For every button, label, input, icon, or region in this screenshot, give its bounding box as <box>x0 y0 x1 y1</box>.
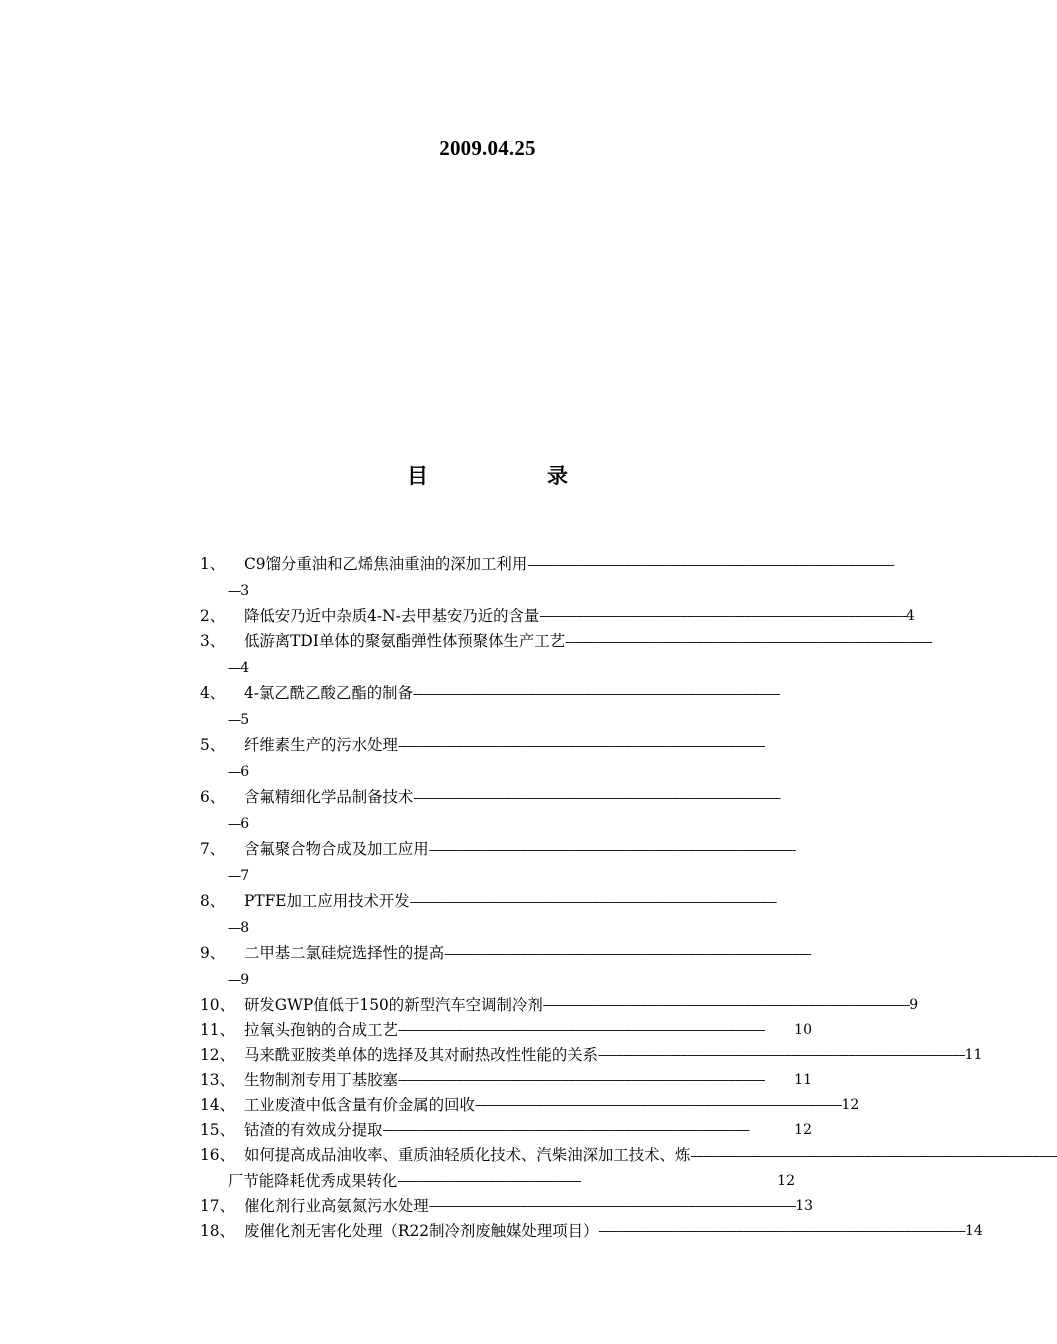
toc-entry-title: 钴渣的有效成分提取 <box>244 1121 383 1139</box>
dot-leader: ------------------------------------------------------------------------------------------------------------------------ <box>598 1048 965 1062</box>
toc-entry-page: 10 <box>794 1022 812 1038</box>
toc-entry-number: 14、 <box>200 1096 235 1114</box>
toc-entry-page: 5 <box>240 712 250 728</box>
toc-entry[interactable] <box>200 1068 812 1093</box>
toc-entry-number: 2、 <box>200 607 226 625</box>
toc-entry[interactable] <box>200 1093 860 1118</box>
dot-leader: ------------------------------------------------------------ <box>397 1174 581 1188</box>
toc-entry[interactable] <box>200 1043 983 1068</box>
toc-entry[interactable] <box>200 604 915 629</box>
dot-leader: ---- <box>228 584 241 598</box>
dot-leader: ------------------------------------------------------------------------------------------------------------------------ <box>527 558 894 572</box>
toc-entry-page: 12 <box>841 1097 860 1113</box>
dot-leader: ------------------------------------------------------------------------------------------------------------------------ <box>409 895 777 909</box>
toc-entry-number: 12、 <box>200 1046 235 1064</box>
dot-leader: ------------------------------------------------------------------------------------------------------------------------ <box>428 1199 796 1213</box>
table-of-contents <box>200 552 1057 1244</box>
toc-heading-right: 录 <box>547 464 568 488</box>
toc-entry-title: 含氟聚合物合成及加工应用 <box>244 840 429 858</box>
toc-entry-page: 12 <box>794 1122 812 1138</box>
dot-leader: ------------------------------------------------------------------------------------------------------------------------ <box>565 635 932 649</box>
toc-entry[interactable] <box>200 1143 1057 1194</box>
toc-entry-title: 废催化剂无害化处理（R22制冷剂废触媒处理项目） <box>244 1222 599 1240</box>
dot-leader: ---- <box>228 817 241 831</box>
toc-entry[interactable] <box>200 733 812 785</box>
toc-entry-number: 7、 <box>200 840 226 858</box>
toc-entry[interactable] <box>200 889 812 941</box>
toc-entry-page: 4 <box>240 660 250 676</box>
toc-entry-title: 如何提高成品油收率、重质油轻质化技术、汽柴油深加工技术、炼 <box>244 1146 691 1164</box>
toc-entry-number: 9、 <box>200 944 226 962</box>
toc-entry-number: 3、 <box>200 632 226 650</box>
dot-leader: ---- <box>228 921 241 935</box>
toc-entry-title: 降低安乃近中杂质4-N-去甲基安乃近的含量 <box>244 607 540 625</box>
toc-entry-number: 18、 <box>200 1222 235 1240</box>
toc-entry-page: 9 <box>909 997 919 1013</box>
dot-leader: ------------------------------------------------------------------------------------------------------------------------ <box>542 998 910 1012</box>
toc-entry-number: 4、 <box>200 684 226 702</box>
toc-entry-page: 3 <box>240 583 250 599</box>
dot-leader: ------------------------------------------------------------------------------------------------------------------------ <box>382 1123 750 1137</box>
toc-entry[interactable] <box>200 552 894 604</box>
toc-entry-number: 17、 <box>200 1197 235 1215</box>
toc-entry-title: C9馏分重油和乙烯焦油重油的深加工利用 <box>244 555 528 573</box>
toc-entry-title: PTFE加工应用技术开发 <box>244 892 410 910</box>
dot-leader: ------------------------------------------------------------------------------------------------------------------------ <box>397 1073 765 1087</box>
toc-entry-page: 6 <box>240 764 250 780</box>
dot-leader: ---- <box>228 661 241 675</box>
toc-entry-number: 16、 <box>200 1146 235 1164</box>
toc-entry-number: 11、 <box>200 1021 235 1039</box>
toc-entry[interactable] <box>200 941 812 993</box>
toc-entry[interactable] <box>200 1118 812 1143</box>
toc-entry[interactable] <box>200 1194 812 1219</box>
toc-entry-title: 催化剂行业高氨氮污水处理 <box>244 1197 429 1215</box>
toc-entry-number: 15、 <box>200 1121 235 1139</box>
dot-leader: ------------------------------------------------------------------------------------------------------------------------ <box>444 947 811 961</box>
toc-entry-title: 拉氧头孢钠的合成工艺 <box>244 1021 398 1039</box>
toc-entry-title: 低游离TDI单体的聚氨酯弹性体预聚体生产工艺 <box>244 632 566 650</box>
dot-leader: ------------------------------------------------------------------------------------------------------------------------ <box>397 1023 765 1037</box>
toc-entry[interactable] <box>200 681 812 733</box>
toc-heading-left: 目 <box>407 464 428 488</box>
cover-date: 2009.04.25 <box>439 136 536 160</box>
toc-entry-number: 10、 <box>200 996 235 1014</box>
dot-leader: ------------------------------------------------------------------------------------------------------------------------ <box>598 1224 965 1238</box>
toc-entry-number: 5、 <box>200 736 226 754</box>
toc-entry-number: 6、 <box>200 788 226 806</box>
toc-entry-title-cont: 厂节能降耗优秀成果转化 <box>228 1172 398 1190</box>
toc-entry-page: 6 <box>240 816 250 832</box>
toc-entry-page: 14 <box>964 1223 983 1239</box>
toc-entry-page: 11 <box>794 1072 812 1088</box>
dot-leader: ------------------------------------------------------------------------------------------------------------------------ <box>428 843 796 857</box>
toc-entry-page: 12 <box>777 1173 795 1189</box>
dot-leader: ------------------------------------------------------------------------------------------------------------------------ <box>412 687 780 701</box>
dot-leader: ---- <box>228 869 241 883</box>
toc-entry-number: 13、 <box>200 1071 235 1089</box>
dot-leader: ---- <box>228 765 241 779</box>
dot-leader: ------------------------------------------------------------------------------------------------------------------------ <box>690 1149 1057 1163</box>
toc-entry-page: 9 <box>240 972 250 988</box>
dot-leader: ---- <box>228 713 241 727</box>
toc-entry-page: 13 <box>795 1198 814 1214</box>
toc-entry-page: 7 <box>240 868 250 884</box>
toc-entry-title: 生物制剂专用丁基胶塞 <box>244 1071 398 1089</box>
dot-leader: ---- <box>228 973 241 987</box>
toc-entry-number: 1、 <box>200 555 226 573</box>
toc-entry-title: 纤维素生产的污水处理 <box>244 736 398 754</box>
toc-entry-title: 工业废渣中低含量有价金属的回收 <box>244 1096 475 1114</box>
toc-entry[interactable] <box>200 1219 983 1244</box>
toc-entry-page: 8 <box>240 920 250 936</box>
toc-entry-title: 二甲基二氯硅烷选择性的提高 <box>244 944 445 962</box>
toc-entry[interactable] <box>200 785 812 837</box>
toc-entry[interactable] <box>200 629 932 681</box>
toc-entry-number: 8、 <box>200 892 226 910</box>
toc-entry-title: 研发GWP值低于150的新型汽车空调制冷剂 <box>244 996 543 1014</box>
toc-entry[interactable] <box>200 1018 812 1043</box>
toc-entry-page: 11 <box>964 1047 983 1063</box>
toc-entry[interactable] <box>200 993 919 1018</box>
dot-leader: ------------------------------------------------------------------------------------------------------------------------ <box>539 609 906 623</box>
toc-entry-title: 4-氯乙酰乙酸乙酯的制备 <box>244 684 413 702</box>
dot-leader: ------------------------------------------------------------------------------------------------------------------------ <box>397 739 765 753</box>
toc-entry[interactable] <box>200 837 812 889</box>
dot-leader: ------------------------------------------------------------------------------------------------------------------------ <box>413 791 780 805</box>
toc-entry-title: 马来酰亚胺类单体的选择及其对耐热改性性能的关系 <box>244 1046 598 1064</box>
toc-entry-page: 4 <box>905 608 915 624</box>
dot-leader: ------------------------------------------------------------------------------------------------------------------------ <box>474 1098 842 1112</box>
toc-entry-title: 含氟精细化学品制备技术 <box>244 788 414 806</box>
